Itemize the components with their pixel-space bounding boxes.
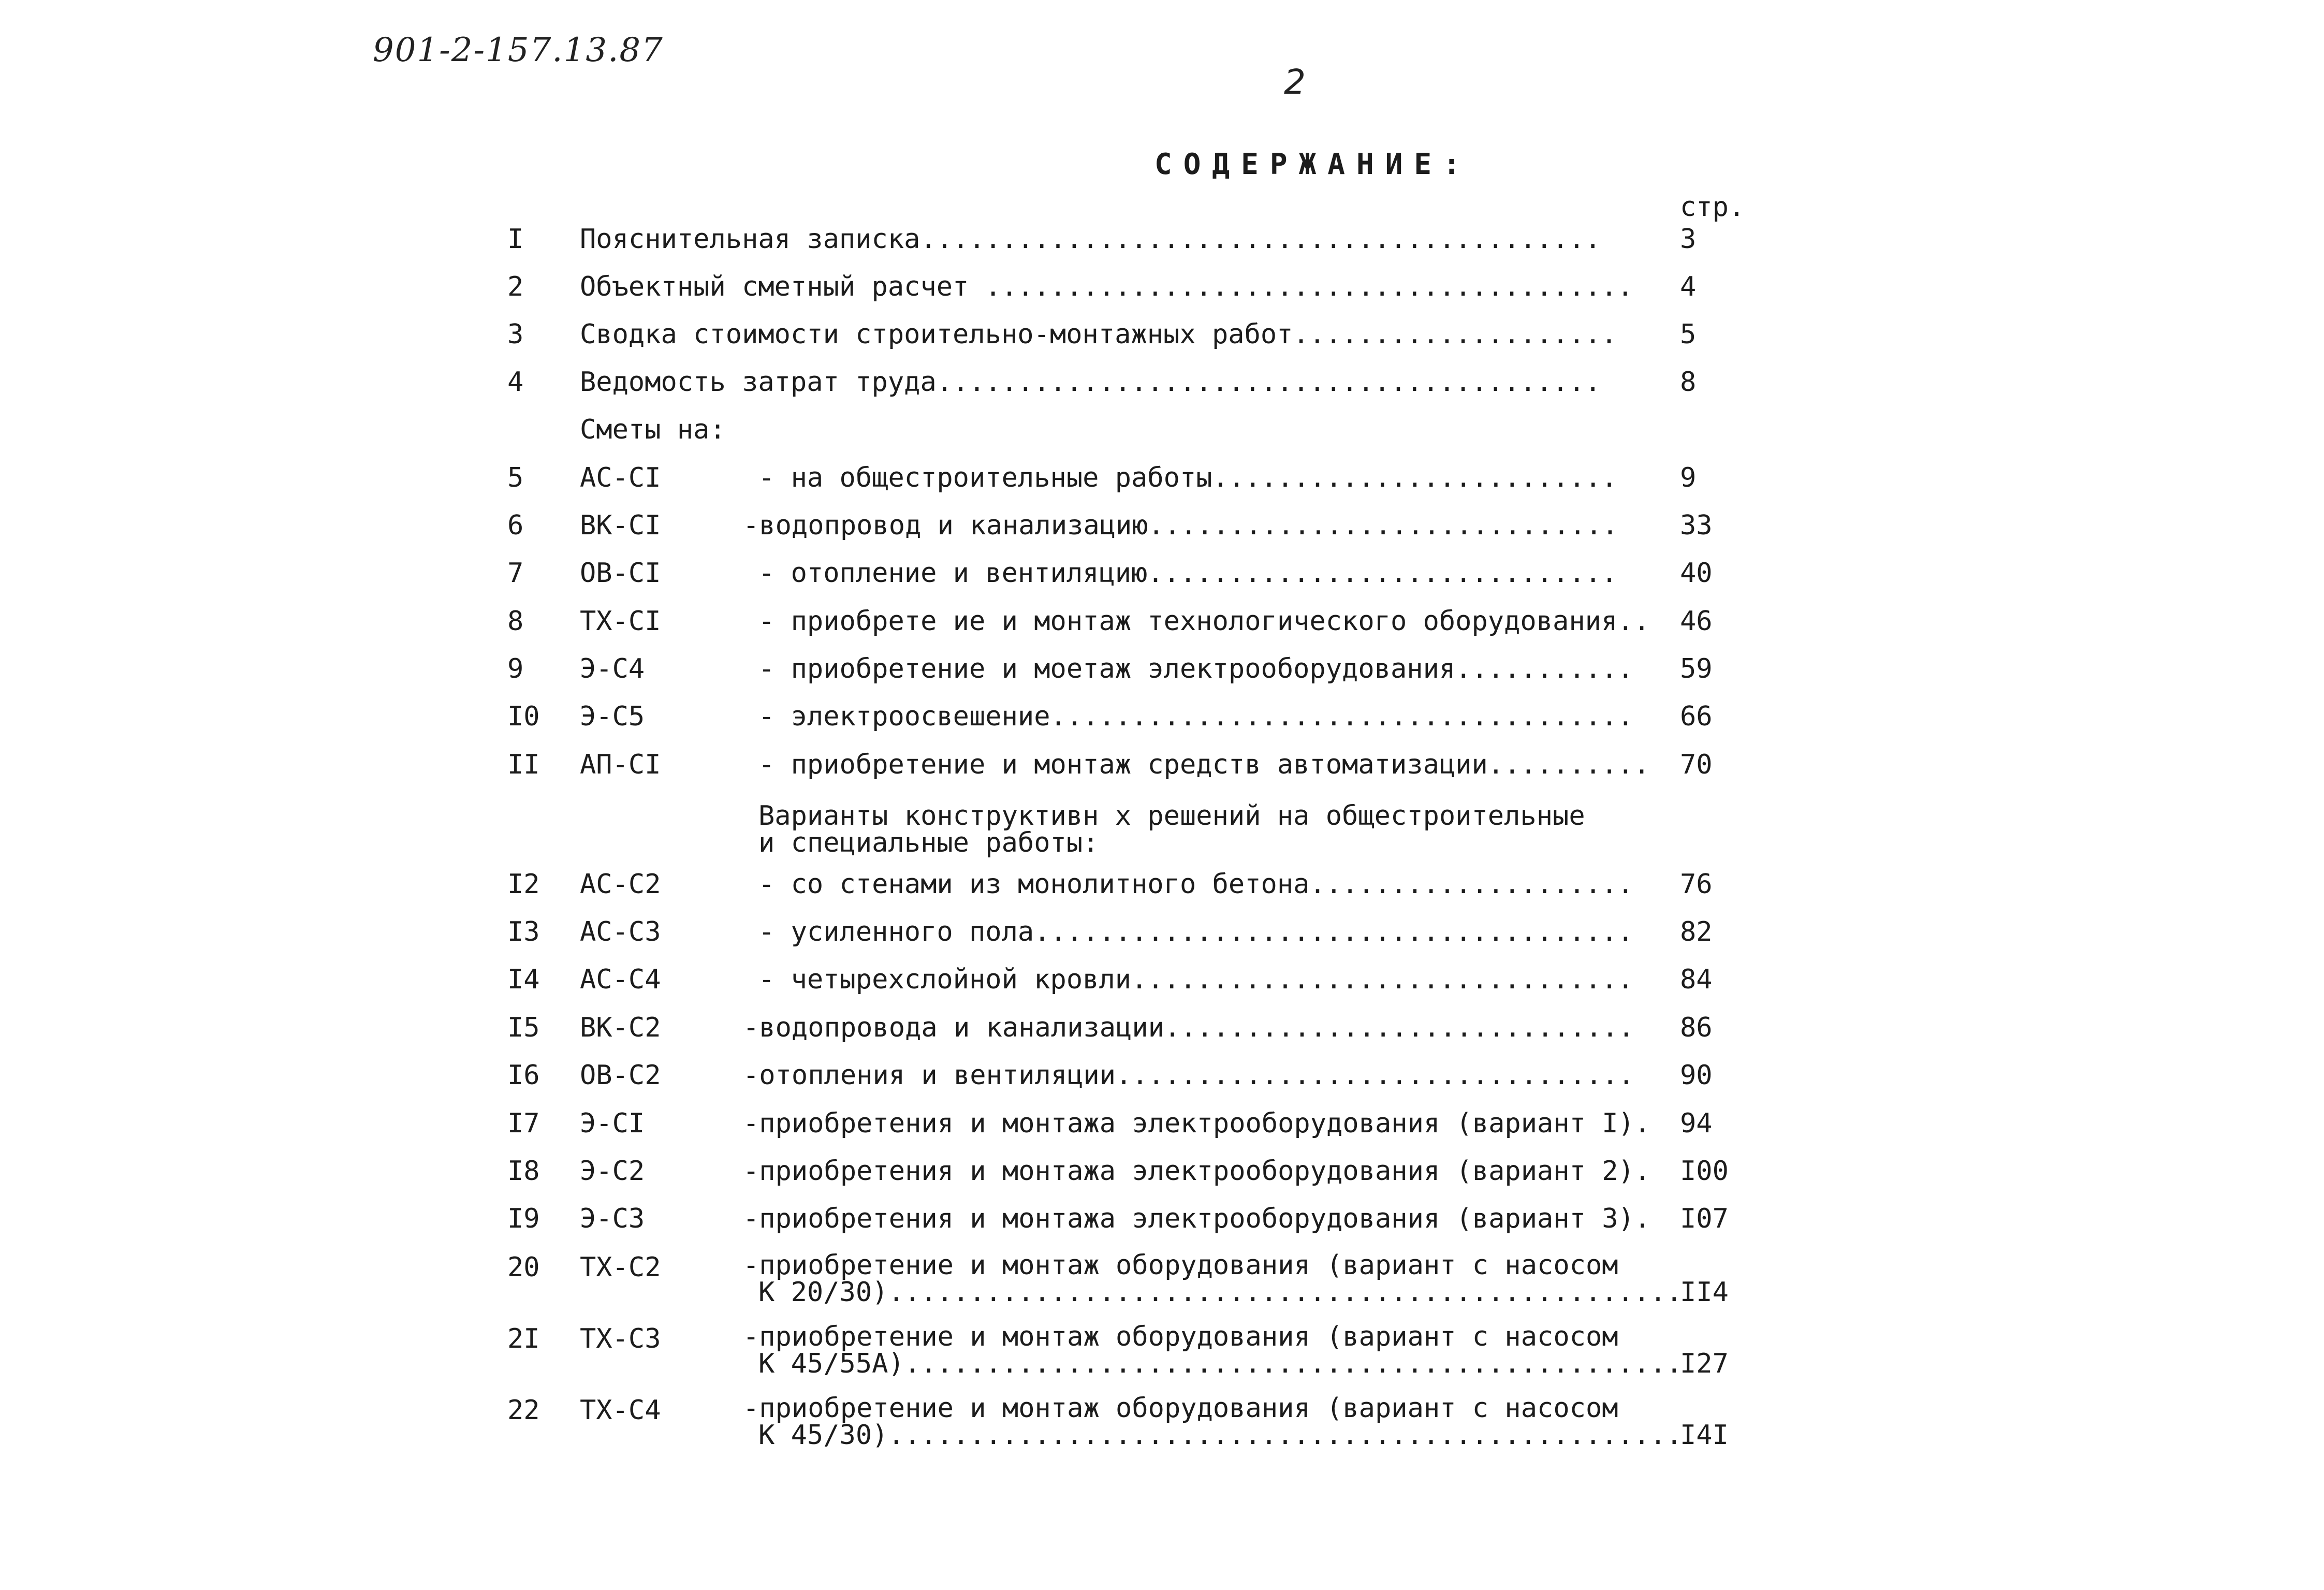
entry-number: 9 — [507, 653, 524, 684]
entry-code: Э-СI — [580, 1108, 645, 1139]
entry-page: II4 — [1680, 1277, 1729, 1308]
entry-code: ОВ-С2 — [580, 1060, 661, 1091]
entry-text: - со стенами из монолитного бетона.................... — [758, 869, 1634, 900]
entry-number: 7 — [507, 558, 524, 589]
entry-text: - приобретение и моетаж электрооборудования........... — [758, 653, 1634, 684]
entry-text: - отопление и вентиляцию............................. — [758, 558, 1618, 589]
entry-page: 3 — [1680, 224, 1697, 255]
entry-number: I5 — [507, 1012, 540, 1043]
entry-page: I27 — [1680, 1348, 1729, 1379]
entry-number: I7 — [507, 1108, 540, 1139]
entry-number: I2 — [507, 869, 540, 900]
entry-code: АС-С4 — [580, 964, 661, 995]
entry-number: 3 — [507, 319, 524, 350]
entry-text: Пояснительная записка.......................................... — [580, 224, 1601, 255]
entry-text: -отопления и вентиляции................................ — [743, 1060, 1634, 1091]
entry-code: ВК-СI — [580, 510, 661, 541]
page-column-label: стр. — [1680, 192, 1745, 223]
entry-page: 90 — [1680, 1060, 1713, 1091]
entry-page: I00 — [1680, 1156, 1729, 1187]
entry-number: I0 — [507, 701, 540, 732]
section-heading: Сметы на: — [580, 414, 726, 445]
contents-title: СОДЕРЖАНИЕ: — [1154, 148, 1472, 181]
entry-text: -приобретения и монтажа электрооборудования (вариант I). — [743, 1108, 1651, 1139]
entry-text: Сводка стоимости строительно-монтажных работ.................... — [580, 319, 1617, 350]
entry-page: 8 — [1680, 367, 1697, 398]
entry-page: 86 — [1680, 1012, 1713, 1043]
variants-heading-line2: и специальные работы: — [758, 827, 1099, 858]
entry-code: АС-С2 — [580, 869, 661, 900]
entry-page: I07 — [1680, 1203, 1729, 1234]
entry-page: 66 — [1680, 701, 1713, 732]
entry-page: 82 — [1680, 916, 1713, 947]
entry-number: 20 — [507, 1252, 540, 1283]
variants-heading-line1: Варианты конструктивн х решений на общестроительные — [758, 800, 1585, 832]
entry-code: ВК-С2 — [580, 1012, 661, 1043]
entry-text-line1: -приобретение и монтаж оборудования (вариант с насосом — [743, 1321, 1618, 1352]
entry-code: ТХ-СI — [580, 606, 661, 637]
variants-heading — [758, 800, 1585, 858]
entry-number: I8 — [507, 1156, 540, 1187]
entry-text: - усиленного пола..................................... — [758, 916, 1634, 947]
entry-code: Э-С4 — [580, 653, 645, 684]
entry-text-line1: -приобретение и монтаж оборудования (вариант с насосом — [743, 1250, 1618, 1281]
entry-number: 5 — [507, 462, 524, 493]
entry-text: - на общестроительные работы......................... — [758, 462, 1618, 493]
entry-page: 59 — [1680, 653, 1713, 684]
entry-page: 9 — [1680, 462, 1697, 493]
entry-number: 8 — [507, 606, 524, 637]
entry-code: АП-СI — [580, 749, 661, 780]
entry-code: АС-СI — [580, 462, 661, 493]
entry-number: I3 — [507, 916, 540, 947]
entry-text: -приобретения и монтажа электрооборудования (вариант 2). — [743, 1156, 1651, 1187]
entry-number: 4 — [507, 367, 524, 398]
entry-number: 2I — [507, 1323, 540, 1354]
entry-number: 22 — [507, 1395, 540, 1426]
entry-number: I — [507, 224, 524, 255]
entry-code: ТХ-С2 — [580, 1252, 661, 1283]
entry-number: 6 — [507, 510, 524, 541]
entry-page: 4 — [1680, 271, 1697, 302]
entry-text: - приобрете ие и монтаж технологического оборудования.. — [758, 606, 1650, 637]
entry-code: ОВ-СI — [580, 558, 661, 589]
entry-page: 40 — [1680, 558, 1713, 589]
entry-code: Э-С5 — [580, 701, 645, 732]
entry-text-line2: К 45/55А)................................................ — [758, 1348, 1683, 1379]
entry-code: Э-С3 — [580, 1203, 645, 1234]
entry-page: 84 — [1680, 964, 1713, 995]
entry-code: АС-С3 — [580, 916, 661, 947]
entry-text: -водопровод и канализацию............................. — [743, 510, 1618, 541]
document-code: 901-2-157.13.87 — [373, 31, 664, 69]
entry-code: Э-С2 — [580, 1156, 645, 1187]
page-number: 2 — [1284, 62, 1306, 102]
entry-number: II — [507, 749, 540, 780]
entry-number: I4 — [507, 964, 540, 995]
entry-text: - четырехслойной кровли............................... — [758, 964, 1634, 995]
entry-text: Ведомость затрат труда......................................... — [580, 367, 1601, 398]
entry-text: -приобретения и монтажа электрооборудования (вариант 3). — [743, 1203, 1651, 1234]
entry-text: - электроосвешение.................................... — [758, 701, 1634, 732]
entry-text: -водопровода и канализации............................. — [743, 1012, 1634, 1043]
entry-text-line1: -приобретение и монтаж оборудования (вариант с насосом — [743, 1393, 1618, 1424]
entry-text: - приобретение и монтаж средств автоматизации.......... — [758, 749, 1650, 780]
entry-number: 2 — [507, 271, 524, 302]
entry-text-line2: К 45/30)................................................. — [758, 1420, 1683, 1451]
entry-text-line2: К 20/30)................................................. — [758, 1277, 1683, 1308]
entry-page: 33 — [1680, 510, 1713, 541]
entry-text: Объектный сметный расчет ........................................ — [580, 271, 1633, 302]
entry-page: 70 — [1680, 749, 1713, 780]
entry-page: 94 — [1680, 1108, 1713, 1139]
entry-page: 46 — [1680, 606, 1713, 637]
entry-code: ТХ-С3 — [580, 1323, 661, 1354]
entry-page: 5 — [1680, 319, 1697, 350]
entry-number: I9 — [507, 1203, 540, 1234]
entry-code: ТХ-С4 — [580, 1395, 661, 1426]
entry-number: I6 — [507, 1060, 540, 1091]
entry-page: I4I — [1680, 1420, 1729, 1451]
entry-page: 76 — [1680, 869, 1713, 900]
